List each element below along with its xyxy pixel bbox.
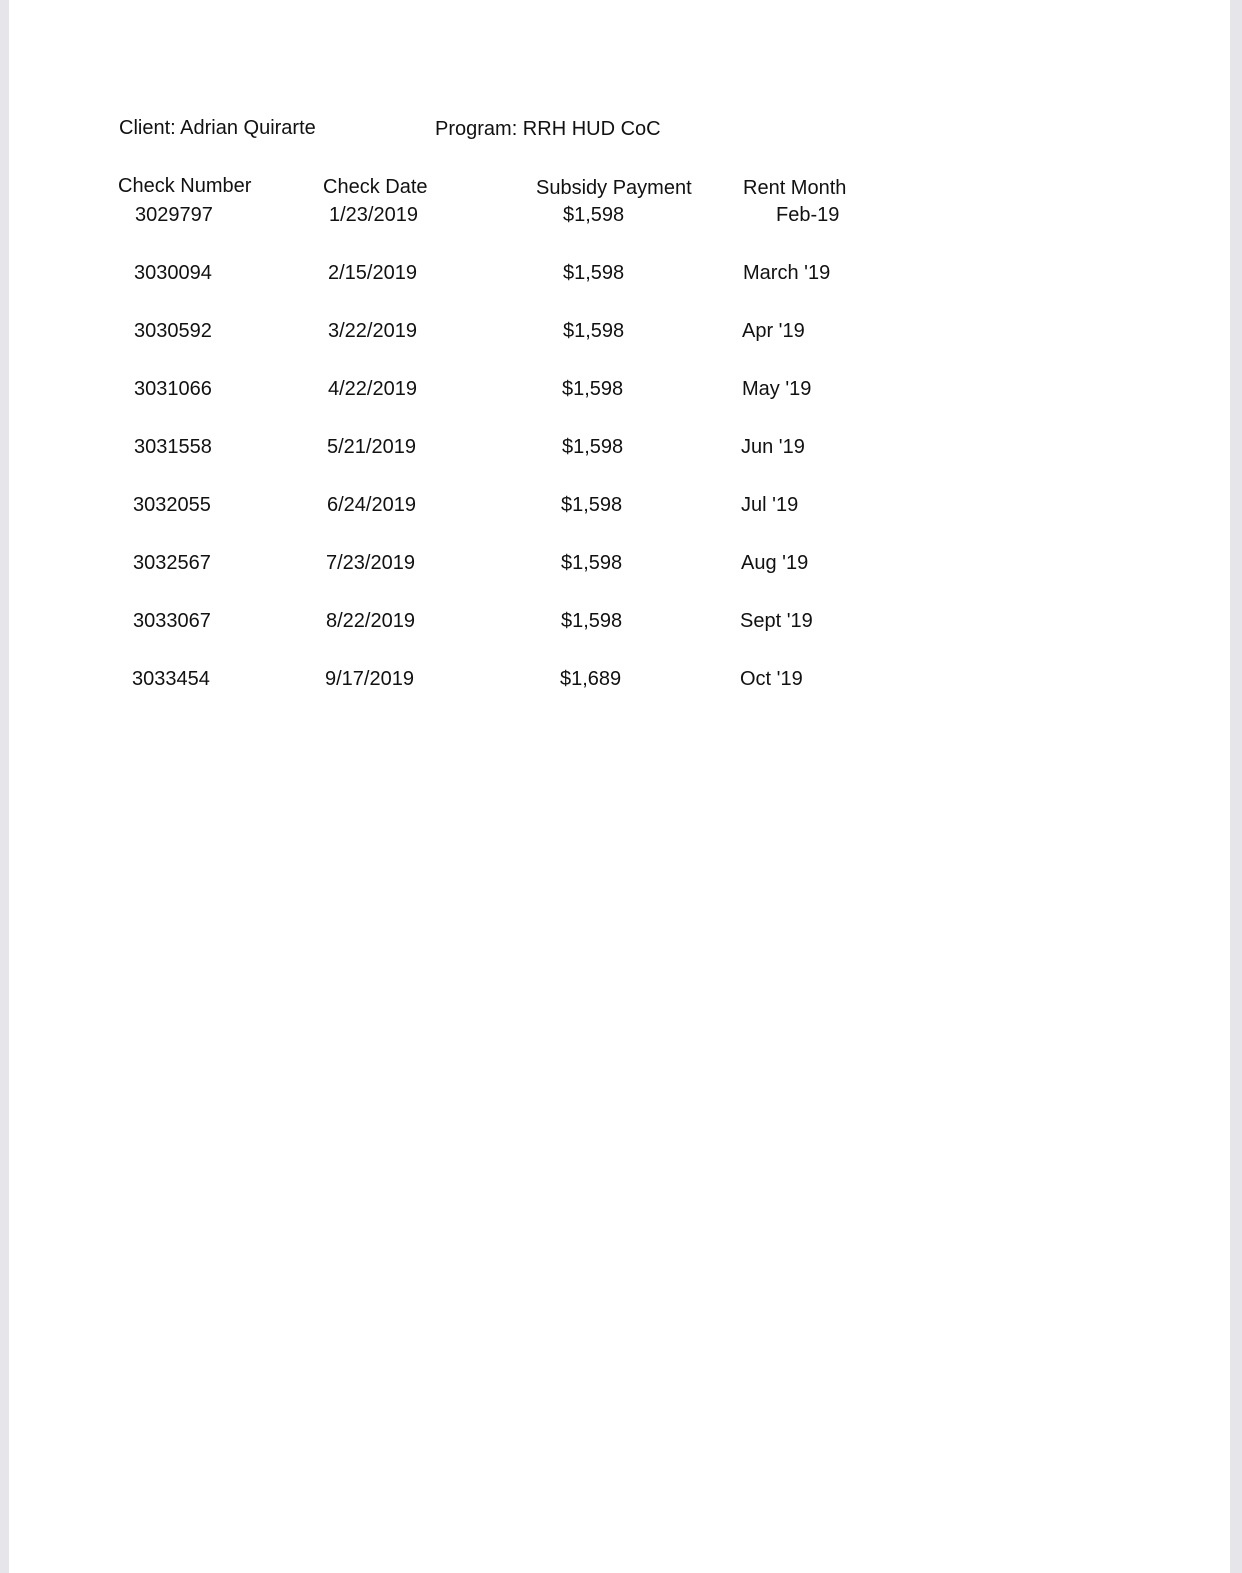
rent-month-cell: March '19 <box>743 262 831 284</box>
rent-month-cell: Aug '19 <box>741 552 809 574</box>
client-label: Client: Adrian Quirarte <box>119 117 316 139</box>
subsidy-payment-cell: $1,598 <box>561 610 623 632</box>
program-label: Program: RRH HUD CoC <box>435 118 661 140</box>
check-number-cell: 3030592 <box>134 320 212 342</box>
column-header-rent-month: Rent Month <box>743 177 847 199</box>
column-header-check-date: Check Date <box>323 176 428 198</box>
subsidy-payment-cell: $1,598 <box>562 378 624 400</box>
check-number-cell: 3031066 <box>134 378 212 400</box>
check-date-cell: 3/22/2019 <box>328 320 417 342</box>
subsidy-payment-cell: $1,598 <box>561 552 623 574</box>
check-number-cell: 3032055 <box>133 494 211 516</box>
rent-month-cell: Feb-19 <box>776 204 840 226</box>
check-number-cell: 3033454 <box>132 668 210 690</box>
check-number-cell: 3029797 <box>135 204 213 226</box>
rent-month-cell: Sept '19 <box>740 610 813 632</box>
check-date-cell: 2/15/2019 <box>328 262 417 284</box>
check-date-cell: 8/22/2019 <box>326 610 415 632</box>
table-row <box>9 552 1230 580</box>
rent-month-cell: Jun '19 <box>741 436 805 458</box>
check-date-cell: 4/22/2019 <box>328 378 417 400</box>
subsidy-payment-cell: $1,598 <box>562 436 624 458</box>
table-row <box>9 378 1230 406</box>
check-date-cell: 5/21/2019 <box>327 436 416 458</box>
column-header-check-number: Check Number <box>118 175 252 197</box>
rent-month-cell: Jul '19 <box>741 494 799 516</box>
check-date-cell: 7/23/2019 <box>326 552 415 574</box>
check-number-cell: 3032567 <box>133 552 211 574</box>
rent-month-cell: Apr '19 <box>742 320 805 342</box>
check-number-cell: 3031558 <box>134 436 212 458</box>
rent-month-cell: Oct '19 <box>740 668 803 690</box>
table-row <box>9 494 1230 522</box>
subsidy-payment-cell: $1,598 <box>563 204 625 226</box>
table-row <box>9 436 1230 464</box>
check-date-cell: 9/17/2019 <box>325 668 414 690</box>
document-page <box>9 0 1230 1573</box>
check-date-cell: 6/24/2019 <box>327 494 416 516</box>
column-header-subsidy-payment: Subsidy Payment <box>536 177 692 199</box>
table-row <box>9 204 1230 232</box>
table-row <box>9 262 1230 290</box>
subsidy-payment-cell: $1,598 <box>563 262 625 284</box>
rent-month-cell: May '19 <box>742 378 812 400</box>
check-number-cell: 3030094 <box>134 262 212 284</box>
check-date-cell: 1/23/2019 <box>329 204 418 226</box>
check-number-cell: 3033067 <box>133 610 211 632</box>
subsidy-payment-cell: $1,689 <box>560 668 622 690</box>
table-row <box>9 668 1230 696</box>
subsidy-payment-cell: $1,598 <box>561 494 623 516</box>
table-row <box>9 320 1230 348</box>
table-row <box>9 610 1230 638</box>
subsidy-payment-cell: $1,598 <box>563 320 625 342</box>
